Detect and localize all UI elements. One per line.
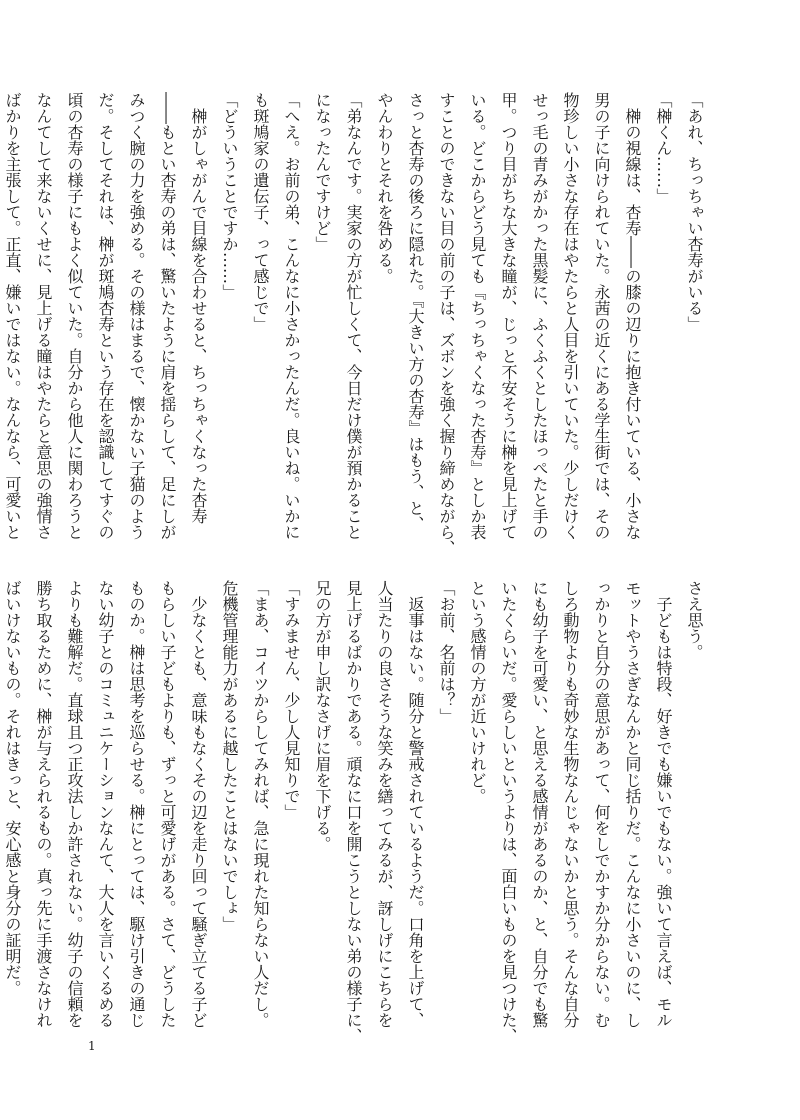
text-column: 勝ち取るために、榊が与えられるもの。真っ先に手渡さなけれ (34, 580, 53, 1028)
text-column: 「へえ。お前の弟、こんなに小さかったんだ。良いね。いかに (282, 92, 301, 540)
text-column: いる。どこからどう見ても『ちっちゃくなった杏寿』としか表 (468, 92, 487, 540)
text-column: やんわりとそれを咎める。 (375, 92, 394, 284)
text-block-upper (0, 92, 710, 556)
text-column: 少なくとも、意味もなくその辺を走り回って騒ぎ立てる子ど (189, 580, 208, 1028)
text-column: 「どういうことですか……」 (220, 92, 239, 300)
text-column: 兄の方が申し訳なさげに眉を下げる。 (313, 580, 332, 852)
text-column: になったんですけど」 (313, 92, 332, 252)
text-column: 頃の杏寿の様子にもよく似ていた。自分から他人に関わろうと (65, 92, 84, 540)
text-column: っかりと自分の意思があって、何をしでかすか分からない。む (592, 580, 611, 1028)
text-column: 子どもは特段、好きでも嫌いでもない。強いて言えば、モル (654, 580, 673, 1028)
text-column: いたくらいだ。愛らしいというよりは、面白いものを見つけた、 (499, 580, 518, 1044)
text-column: にも幼子を可愛い、と思える感情があるのか、と、自分でも驚 (530, 580, 549, 1028)
text-column: ばいけないもの。それはきっと、安心感と身分の証明だ。 (3, 580, 22, 996)
text-column: 人当たりの良さそうな笑みを繕ってみるが、訝しげにこちらを (375, 580, 394, 1028)
text-column: 見上げるばかりである。頑なに口を開こうとしない弟の様子に、 (344, 580, 363, 1044)
text-column: 「お前、名前は？」 (437, 580, 456, 724)
text-column: モットやうさぎなんかと同じ括りだ。こんなに小さいのに、し (623, 580, 642, 1028)
text-column: 甲。つり目がちな大きな瞳が、じっと不安そうに榊を見上げて (499, 92, 518, 540)
text-column: 「榊くん……」 (654, 92, 673, 204)
text-column: ない幼子とのコミュニケーションなんて、大人を言いくるめる (96, 580, 115, 1028)
text-column: 榊がしゃがんで目線を合わせると、ちっちゃくなった杏寿 (189, 92, 208, 524)
text-column: ばかりを主張して。正直、嫌いではない。なんなら、可愛いと (3, 92, 22, 540)
text-column: 危機管理能力があるに越したことはないでしょ」 (220, 580, 239, 932)
text-column: さえ思う。 (685, 580, 704, 660)
text-column: 「まあ、コイツからしてみれば、急に現れた知らない人だし。 (251, 580, 270, 1028)
text-column: しろ動物よりも奇妙な生物なんじゃないかと思う。そんな自分 (561, 580, 580, 1028)
text-column: もらしい子どもよりも、ずっと可愛げがある。さて、どうした (158, 580, 177, 1028)
text-column: 物珍しい小さな存在はやたらと人目を引いていた。少しだけく (561, 92, 580, 540)
text-column: なんてして来ないくせに、見上げる瞳はやたらと意思の強情さ (34, 92, 53, 540)
text-column: ものか。榊は思考を巡らせる。榊にとっては、駆け引きの通じ (127, 580, 146, 1028)
text-column: さっと杏寿の後ろに隠れた。『大きい方の杏寿』はもう、と、 (406, 92, 425, 532)
text-column: よりも難解だ。直球且つ正攻法しか許されない。幼子の信頼を (65, 580, 84, 1028)
text-column: 「すみません、少し人見知りで」 (282, 580, 301, 820)
text-column: 男の子に向けられていた。永茜の近くにある学生街では、その (592, 92, 611, 540)
text-column: 返事はない。随分と警戒されているようだ。口角を上げて、 (406, 580, 425, 1028)
text-column: せっ毛の青みがかった黒髪に、ふくふくとしたほっぺたと手の (530, 92, 549, 540)
text-column: すことのできない目の前の子は、ズボンを強く握り締めながら、 (437, 92, 456, 556)
text-column: も斑鳩家の遺伝子、って感じで」 (251, 92, 270, 332)
text-column: 榊の視線は、杏寿――の膝の辺りに抱き付いている、小さな (623, 92, 642, 540)
text-column: という感情の方が近いけれど。 (468, 580, 487, 804)
text-column: みつく腕の力を強める。その様はまるで、懐かない子猫のよう (127, 92, 146, 540)
text-column: 「あれ、ちっちゃい杏寿がいる」 (685, 92, 704, 332)
text-column: 「弟なんです。実家の方が忙しくて、今日だけ僕が預かること (344, 92, 363, 540)
text-column: ――もとい杏寿の弟は、驚いたように肩を揺らして、足にしが (158, 92, 177, 540)
text-column: だ。そしてそれは、榊が斑鳩杏寿という存在を認識してすぐの (96, 92, 115, 540)
page-number: 1 (88, 1039, 96, 1053)
text-block-lower (0, 580, 710, 1044)
